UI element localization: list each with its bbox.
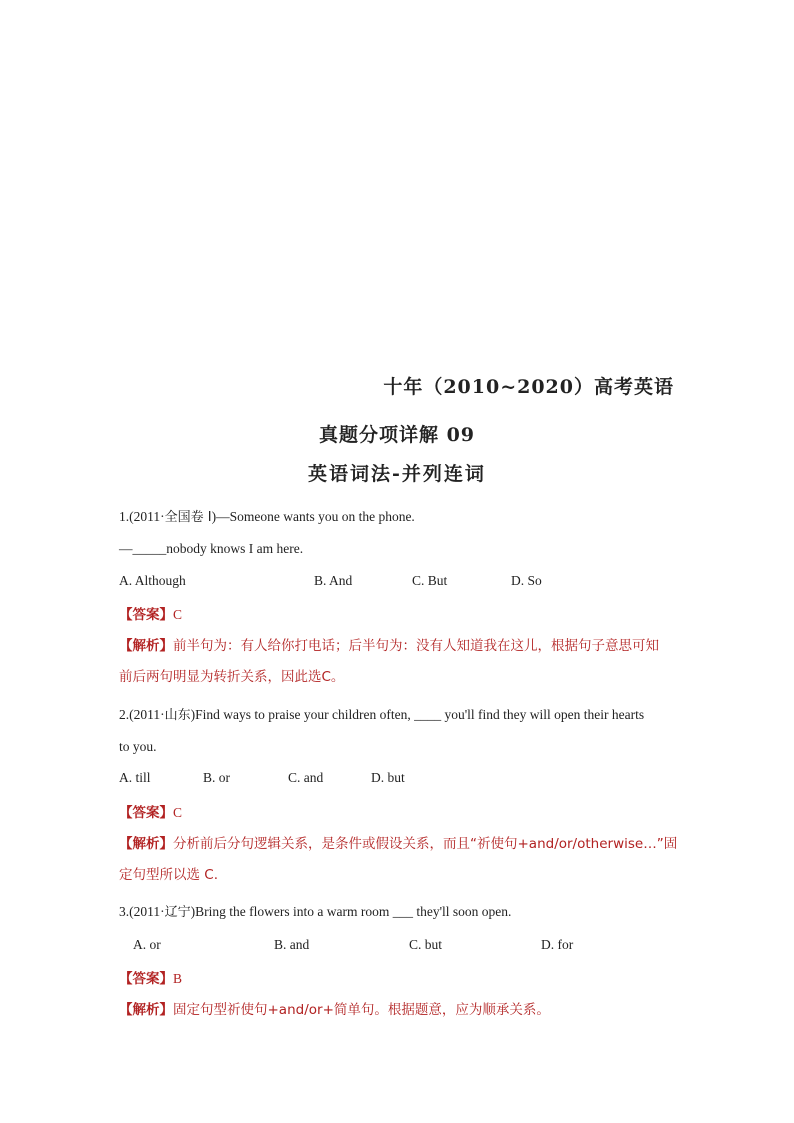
analysis-text: 分析前后分句逻辑关系，是条件或假设关系，而且“祈使句+and/or/otherwise…”固	[173, 836, 678, 852]
question-source: 山东	[164, 708, 191, 723]
question-prefix: 3.(2011·	[119, 904, 165, 919]
question-text: )Bring the flowers into a warm room ___ they'll soon open.	[190, 904, 512, 919]
document-title-line-2: 真题分项详解 09	[318, 424, 476, 446]
question-3-analysis	[119, 998, 550, 1018]
question-text: )—Someone wants you on the phone.	[211, 509, 415, 524]
question-2-stem	[119, 704, 644, 723]
question-1-stem	[119, 506, 415, 525]
question-2-analysis-2: 定句型所以选 C.	[119, 867, 219, 883]
answer-label: 【答案】	[119, 805, 173, 821]
answer-value: B	[173, 971, 183, 986]
question-text: )Find ways to praise your children often, ____ you'll find they will open their hearts	[190, 707, 645, 722]
question-2-analysis	[119, 832, 677, 852]
analysis-label: 【解析】	[119, 836, 173, 852]
answer-label: 【答案】	[119, 971, 173, 987]
question-3-option-d: D. for	[541, 937, 574, 952]
question-1-option-a: A. Although	[119, 573, 186, 588]
question-source: 辽宁	[164, 905, 191, 920]
question-1-option-c: C. But	[412, 573, 448, 588]
document-title-line-3: 英语词法-并列连词	[308, 463, 486, 485]
analysis-label: 【解析】	[119, 638, 173, 654]
question-2-option-d: D. but	[371, 770, 405, 785]
answer-value: C	[173, 607, 183, 622]
analysis-text: 固定句型祈使句+and/or+简单句。根据题意，应为顺承关系。	[173, 1002, 550, 1018]
question-3-stem	[119, 901, 511, 920]
question-1-stem-2: —_____nobody knows I am here.	[119, 541, 304, 556]
analysis-text: 前半句为：有人给你打电话；后半句为：没有人知道我在这儿，根据句子意思可知	[173, 638, 659, 654]
question-2-option-b: B. or	[203, 770, 230, 785]
question-source: 全国卷 I	[164, 510, 212, 525]
answer-label: 【答案】	[119, 607, 173, 623]
question-2-answer	[119, 801, 182, 821]
question-3-option-a: A. or	[133, 937, 161, 952]
question-prefix: 1.(2011·	[119, 509, 165, 524]
question-3-option-c: C. but	[409, 937, 443, 952]
question-1-option-d: D. So	[511, 573, 542, 588]
answer-value: C	[173, 805, 183, 820]
question-2-option-a: A. till	[119, 770, 151, 785]
analysis-label: 【解析】	[119, 1002, 173, 1018]
question-prefix: 2.(2011·	[119, 707, 165, 722]
question-2-stem-2: to you.	[119, 739, 157, 754]
question-1-analysis	[119, 634, 659, 654]
question-3-answer	[119, 967, 182, 987]
question-1-answer	[119, 603, 182, 623]
question-2-option-c: C. and	[288, 770, 324, 785]
question-3-option-b: B. and	[274, 937, 310, 952]
question-1-analysis-2: 前后两句明显为转折关系，因此选C。	[119, 669, 345, 685]
document-title-line-1: 十年（2010~2020）高考英语	[383, 376, 674, 398]
question-1-option-b: B. And	[314, 573, 353, 588]
